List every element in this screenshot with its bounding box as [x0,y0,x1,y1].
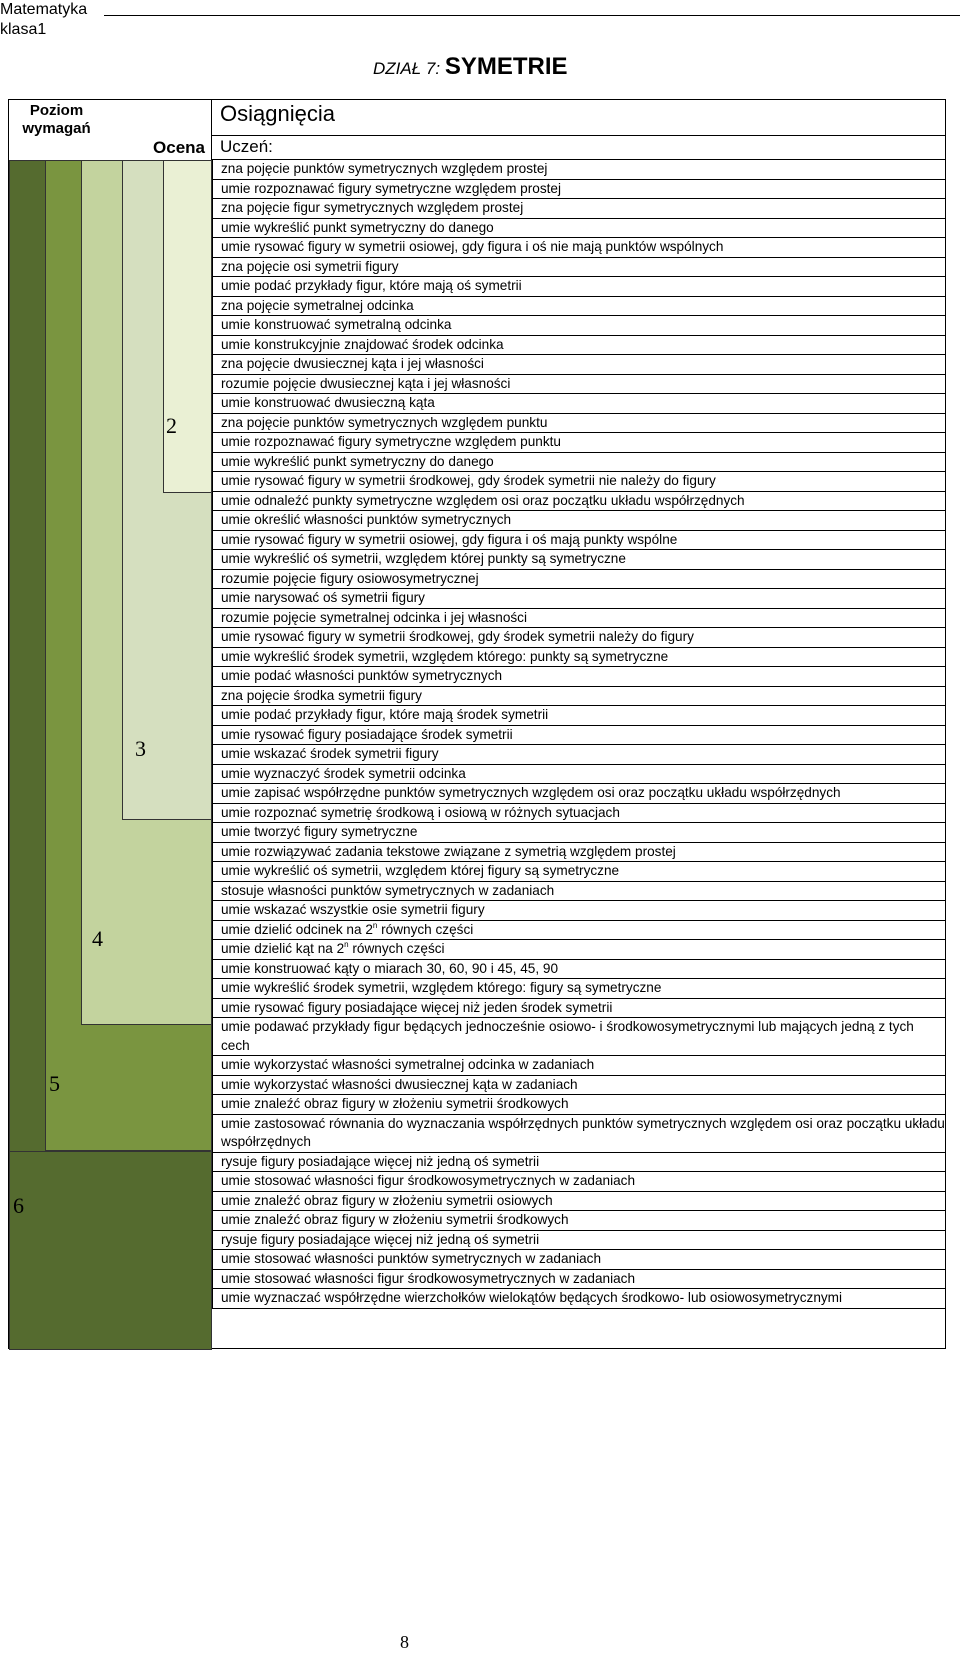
achievement-row: umie konstruować kąty o miarach 30, 60, 90 i 45, 45, 90 [213,960,946,980]
achievement-row: umie wyznaczyć środek symetrii odcinka [213,765,946,785]
achievement-row: umie zastosować równania do wyznaczania współrzędnych punktów symetrycznych względem osi oraz początku układu współrzędnych [213,1115,946,1153]
achievement-row: umie rysować figury w symetrii środkowej, gdy środek symetrii nie należy do figury [213,472,946,492]
level-number-3: 3 [135,736,146,761]
achievement-row: umie stosować własności figur środkowosymetrycznych w zadaniach [213,1270,946,1290]
achievement-row: umie znaleźć obraz figury w złożeniu symetrii osiowych [213,1192,946,1212]
achievement-row [213,921,946,941]
achievement-row: umie wykorzystać własności dwusiecznej kąta w zadaniach [213,1076,946,1096]
row-text: umie dzielić kąt na 2 [221,941,345,956]
level-band-2 [163,160,212,493]
achievement-row: umie wykorzystać własności symetralnej odcinka w zadaniach [213,1056,946,1076]
achievement-row: umie wykreślić punkt symetryczny do danego [213,453,946,473]
header-level-cell [9,100,212,160]
achievement-row: umie konstruować symetralną odcinka [213,316,946,336]
achievement-row: zna pojęcie punktów symetrycznych względem prostej [213,160,946,180]
achievement-row: umie rysować figury posiadające środek symetrii [213,726,946,746]
achievement-row: zna pojęcie punktów symetrycznych względem punktu [213,414,946,434]
achievement-row: umie wyznaczać współrzędne wierzchołków wielokątów będących środkowo- lub osiowosymetrycznymi [213,1289,946,1309]
row-text: umie dzielić odcinek na 2 [221,921,373,937]
level-band-5-lower [45,1025,212,1151]
exponent: n [372,920,378,930]
achievement-row: umie rysować figury w symetrii osiowej, gdy figura i oś nie mają punktów wspólnych [213,238,946,258]
achievement-row: zna pojęcie osi symetrii figury [213,258,946,278]
achievement-row: umie rozpoznawać figury symetryczne względem punktu [213,433,946,453]
uczen-header: Uczeń: [212,136,945,160]
achievement-row: rozumie pojęcie dwusiecznej kąta i jej własności [213,375,946,395]
achievement-row: umie wykreślić oś symetrii, względem której punkty są symetryczne [213,550,946,570]
achievement-row: rozumie pojęcie figury osiowosymetrycznej [213,570,946,590]
ocena-label: Ocena [153,138,205,157]
requirements-table [8,99,946,1349]
achievement-row: umie znaleźć obraz figury w złożeniu symetrii środkowych [213,1095,946,1115]
achievement-row: umie wykreślić środek symetrii, względem którego: figury są symetryczne [213,979,946,999]
achievement-row: umie znaleźć obraz figury w złożeniu symetrii środkowych [213,1211,946,1231]
subject-class: klasa1 [0,21,47,38]
achievement-row: rysuje figury posiadające więcej niż jedną oś symetrii [213,1231,946,1251]
osiagniecia-header: Osiągnięcia [212,100,945,136]
achievement-row: rozumie pojęcie symetralnej odcinka i jej własności [213,609,946,629]
header-rule [104,15,960,16]
achievement-row: umie stosować własności punktów symetrycznych w zadaniach [213,1250,946,1270]
subject-header [0,0,87,40]
achievement-row: zna pojęcie środka symetrii figury [213,687,946,707]
achievement-row: umie stosować własności figur środkowosymetrycznych w zadaniach [213,1172,946,1192]
achievement-row: umie podać przykłady figur, które mają oś symetrii [213,277,946,297]
achievement-row: zna pojęcie figur symetrycznych względem prostej [213,199,946,219]
achievement-row: umie konstrukcyjnie znajdować środek odcinka [213,336,946,356]
achievement-row: umie rysować figury posiadające więcej niż jeden środek symetrii [213,999,946,1019]
level-number-5: 5 [49,1071,60,1096]
achievement-row: zna pojęcie dwusiecznej kąta i jej własności [213,355,946,375]
achievement-row: umie rysować figury w symetrii środkowej, gdy środek symetrii należy do figury [213,628,946,648]
achievement-row: umie rysować figury w symetrii osiowej, gdy figura i oś mają punkty wspólne [213,531,946,551]
achievement-row: umie wskazać środek symetrii figury [213,745,946,765]
row-text: równych części [377,921,474,937]
achievement-row: umie podawać przykłady figur będących jednocześnie osiowo- i środkowosymetrycznymi lub mających jedną z tych cech [213,1018,946,1056]
level-number-4: 4 [92,926,103,951]
achievement-row: umie podać własności punktów symetrycznych [213,667,946,687]
achievement-row: umie rozpoznawać figury symetryczne względem prostej [213,180,946,200]
achievement-row: umie wykreślić oś symetrii, względem której figury są symetryczne [213,862,946,882]
subject-name: Matematyka [0,1,88,18]
achievement-row: umie konstruować dwusieczną kąta [213,394,946,414]
achievement-row: umie określić własności punktów symetrycznych [213,511,946,531]
section-prefix: DZIAŁ 7: [373,59,441,78]
achievement-row: stosuje własności punktów symetrycznych w zadaniach [213,882,946,902]
page-number: 8 [400,1632,409,1652]
section-name: SYMETRIE [444,53,568,80]
level-number-6: 6 [13,1193,24,1218]
achievement-row: umie wskazać wszystkie osie symetrii figury [213,901,946,921]
achievement-row: umie rozpoznać symetrię środkową i osiową w różnych sytuacjach [213,804,946,824]
row-text: równych części [348,941,445,956]
achievement-row: rysuje figury posiadające więcej niż jedną oś symetrii [213,1153,946,1173]
achievement-row: umie rozwiązywać zadania tekstowe związane z symetrią względem prostej [213,843,946,863]
achievement-row: umie podać przykłady figur, które mają środek symetrii [213,706,946,726]
achievement-row: umie odnaleźć punkty symetryczne względem osi oraz początku układu współrzędnych [213,492,946,512]
poziom-label: Poziom wymagań [22,102,91,137]
achievement-row [213,940,946,960]
level-band-6-lower [9,1151,212,1350]
exponent: n [344,940,349,949]
achievement-row: umie tworzyć figury symetryczne [213,823,946,843]
achievements-list [212,160,946,1309]
achievement-row: umie narysować oś symetrii figury [213,589,946,609]
achievement-row: umie wykreślić środek symetrii, względem którego: punkty są symetryczne [213,648,946,668]
section-title [373,53,568,81]
level-number-2: 2 [166,413,177,438]
achievement-row: umie wykreślić punkt symetryczny do danego [213,219,946,239]
achievement-row: umie zapisać współrzędne punktów symetrycznych względem osi oraz początku układu współrzędnych [213,784,946,804]
achievement-row: zna pojęcie symetralnej odcinka [213,297,946,317]
